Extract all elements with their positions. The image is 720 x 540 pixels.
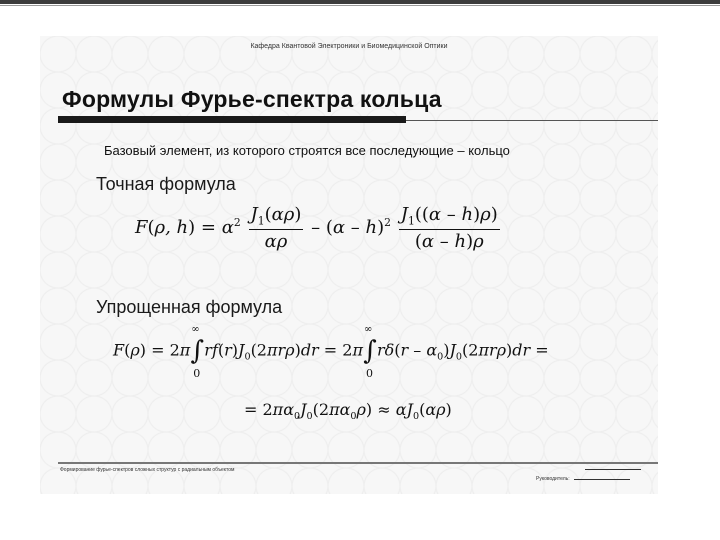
slide	[40, 36, 658, 494]
supervisor-label: Руководитель:	[536, 476, 570, 482]
fraction-term-2: $\frac{J_1((\alpha - h)\rho)}{(\alpha - h)\rho}$	[400, 204, 498, 252]
integral-sign-1: ∞ ∫ 0	[190, 324, 205, 380]
formula-exact: F(ρ, $h) = \alpha^2$ $\frac{J_1(\alpha\rho)}{\alpha\rho}$ – (α – h)$^2$ $\frac{J_1((\alpha - h)\rho)}{(\alpha - h)\rho}$	[135, 204, 498, 252]
footer-left-text: Формирование фурье-спектров сложных структур с радиальным объектом	[60, 467, 235, 473]
title-underline-rule	[406, 120, 658, 121]
fraction-term-1: $\frac{J_1(\alpha\rho)}{\alpha\rho}$	[250, 204, 302, 252]
section-simplified-formula: Упрощенная формула	[96, 297, 283, 317]
formula-simplified-line2: = $2\pi\alpha_0J_0(2\pi\alpha_0\rho) \approx \alpha J_0(\alpha\rho)$	[244, 400, 452, 423]
formula-simplified-line1: F(ρ) = 2π ∞ ∫ 0 $rf(r)J_0(2\pi r\rho)dr = 2\pi$ ∞ ∫ 0 $r\delta(r - \alpha_0)J_0(2\pi r\rho)dr$ =	[113, 324, 549, 380]
signature-line	[574, 479, 630, 480]
signature-line-top	[585, 469, 641, 470]
footer-rule	[58, 462, 658, 464]
integral-sign-2: ∞ ∫ 0	[363, 324, 377, 380]
section-exact-formula: Точная формула	[96, 174, 236, 194]
intro-text: Базовый элемент, из которого строятся все последующие – кольцо	[104, 143, 510, 158]
department-header: Кафедра Квантовой Электроники и Биомедицинской Оптики	[250, 43, 448, 50]
footer-supervisor	[536, 476, 630, 482]
top-border	[0, 0, 720, 4]
top-border-thin	[0, 5, 720, 6]
slide-title: Формулы Фурье-спектра кольца	[62, 86, 442, 112]
title-underline-bar	[58, 116, 406, 123]
